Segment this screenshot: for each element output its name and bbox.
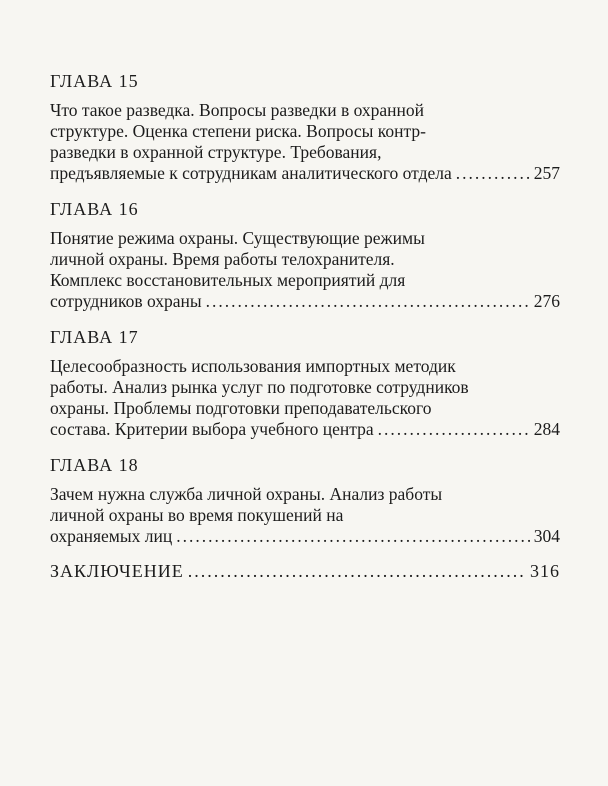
conclusion-label: ЗАКЛЮЧЕНИЕ [50, 561, 184, 581]
entry-line: разведки в охранной структуре. Требования, [50, 142, 382, 162]
entry-last-line [50, 526, 560, 547]
entry-line: работы. Анализ рынка услуг по подготовке сотрудников [50, 377, 469, 397]
chapter-16 [50, 198, 560, 312]
dot-leader [206, 291, 530, 312]
entry-last-line [50, 163, 560, 184]
chapter-entry [50, 484, 560, 547]
entry-line: Комплекс восстановительных мероприятий для [50, 270, 406, 290]
page-number: 276 [533, 291, 560, 311]
entry-line: Зачем нужна служба личной охраны. Анализ работы [50, 484, 443, 504]
page-number: 284 [533, 419, 560, 439]
dot-leader [176, 526, 530, 547]
page-number: 316 [530, 561, 560, 581]
entry-last-line [50, 419, 560, 440]
chapter-heading: ГЛАВА 16 [50, 199, 139, 219]
entry-line: состава. Критерии выбора учебного центра [50, 419, 374, 439]
entry-line: Целесообразность использования импортных методик [50, 356, 456, 376]
entry-last-line [50, 291, 560, 312]
chapter-heading: ГЛАВА 18 [50, 455, 139, 475]
dot-leader [456, 163, 530, 184]
entry-line: сотрудников охраны [50, 291, 202, 311]
entry-line: предъявляемые к сотрудникам аналитического отдела [50, 163, 452, 183]
chapter-17 [50, 326, 560, 440]
entry-line: Что такое разведка. Вопросы разведки в охранной [50, 100, 425, 120]
chapter-entry [50, 356, 560, 440]
entry-line: охраняемых лиц [50, 526, 173, 546]
chapter-heading: ГЛАВА 17 [50, 327, 139, 347]
chapter-18 [50, 454, 560, 547]
entry-line: личной охраны во время покушений на [50, 505, 344, 525]
dot-leader [188, 561, 526, 582]
entry-line: структуре. Оценка степени риска. Вопросы контр- [50, 121, 426, 141]
conclusion-entry [50, 561, 560, 582]
page-number: 304 [533, 526, 560, 546]
chapter-heading: ГЛАВА 15 [50, 71, 139, 91]
dot-leader [378, 419, 530, 440]
page-number: 257 [533, 163, 560, 183]
chapter-entry [50, 100, 560, 184]
chapter-entry [50, 228, 560, 312]
table-of-contents [50, 70, 560, 582]
entry-line: охраны. Проблемы подготовки преподавательского [50, 398, 432, 418]
entry-line: Понятие режима охраны. Существующие режимы [50, 228, 425, 248]
entry-line: личной охраны. Время работы телохранителя. [50, 249, 395, 269]
chapter-15 [50, 70, 560, 184]
